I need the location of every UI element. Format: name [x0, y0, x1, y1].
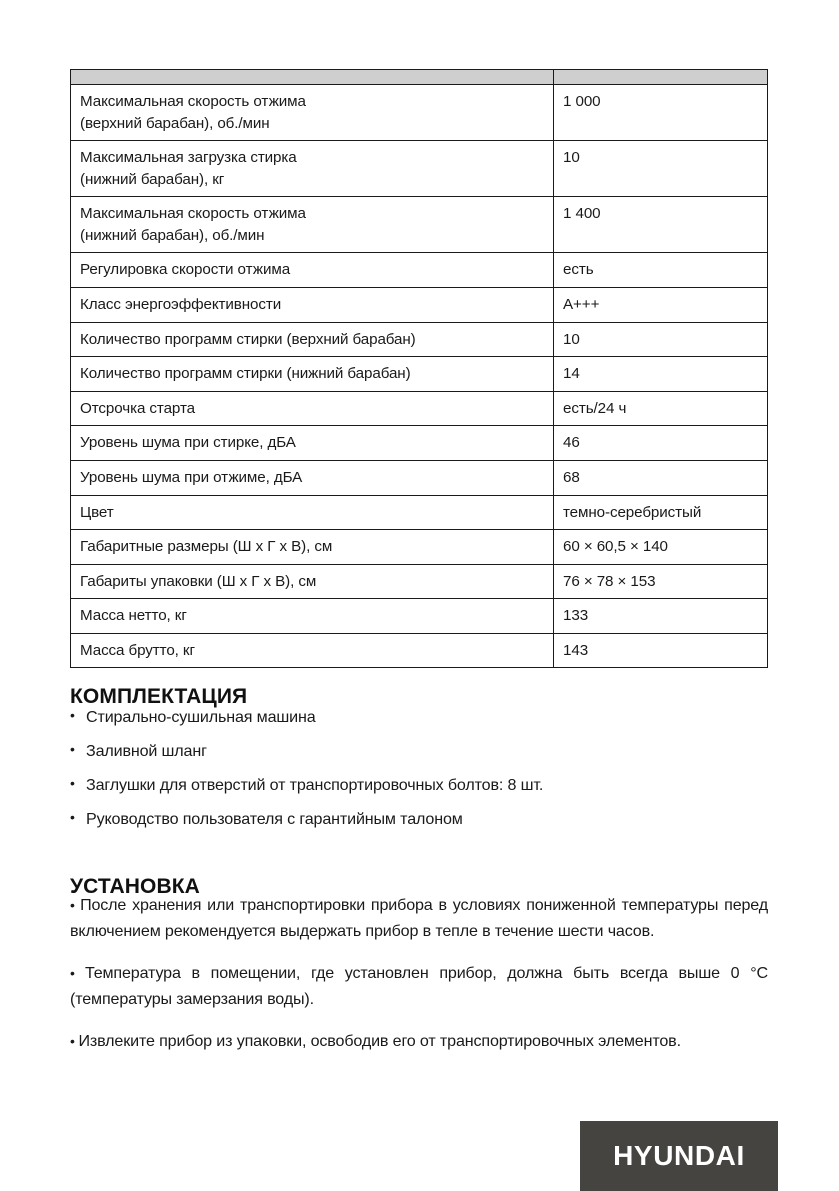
- table-row: [71, 197, 768, 253]
- specifications-table: [70, 69, 768, 668]
- table-cell-value: 143: [554, 633, 768, 668]
- table-cell-label: Отсрочка старта: [71, 391, 554, 426]
- table-row: [71, 599, 768, 634]
- table-cell-value: 10: [554, 322, 768, 357]
- table-cell-label: Регулировка скорости отжима: [71, 253, 554, 288]
- table-header-cell-value: [554, 70, 768, 85]
- table-row: [71, 288, 768, 323]
- table-cell-label: Максимальная скорость отжима (верхний барабан), об./мин: [71, 85, 554, 141]
- table-cell-value: 68: [554, 460, 768, 495]
- table-cell-label: Габаритные размеры (Ш x Г х В), см: [71, 530, 554, 565]
- table-cell-label: Класс энергоэффективности: [71, 288, 554, 323]
- table-cell-label: Масса брутто, кг: [71, 633, 554, 668]
- table-cell-label-line2: (нижний барабан), кг: [80, 170, 225, 188]
- list-item: • Руководство пользователя с гарантийным талоном: [70, 811, 770, 827]
- hyundai-logo-text: HYUNDAI: [613, 1140, 745, 1171]
- table-cell-label: Цвет: [71, 495, 554, 530]
- table-row: [71, 85, 768, 141]
- table-row: [71, 495, 768, 530]
- paragraph: • Извлеките прибор из упаковки, освободив его от транспортировочных элементов.: [70, 1029, 768, 1055]
- table-row: [71, 253, 768, 288]
- table-cell-label: Количество программ стирки (нижний барабан): [71, 357, 554, 392]
- table-row: [71, 426, 768, 461]
- hyundai-logo: [580, 1121, 778, 1191]
- table-cell-label: Масса нетто, кг: [71, 599, 554, 634]
- table-header-row: [71, 70, 768, 85]
- table-cell-value: 46: [554, 426, 768, 461]
- table-row: [71, 460, 768, 495]
- list-item: • Заглушки для отверстий от транспортировочных болтов: 8 шт.: [70, 777, 770, 793]
- table-cell-label: Максимальная загрузка стирка (нижний барабан), кг: [71, 141, 554, 197]
- table-header-cell-label: [71, 70, 554, 85]
- table-cell-value: 14: [554, 357, 768, 392]
- table-header: [71, 70, 768, 85]
- table-row: [71, 633, 768, 668]
- table-row: [71, 564, 768, 599]
- table-cell-value: 1 400: [554, 197, 768, 253]
- table-cell-value: темно-серебристый: [554, 495, 768, 530]
- section-heading-komplektaciya: КОМПЛЕКТАЦИЯ: [70, 685, 248, 709]
- table-cell-value: 76 × 78 × 153: [554, 564, 768, 599]
- list-item: • Заливной шланг: [70, 743, 770, 759]
- paragraph: • После хранения или транспортировки прибора в условиях пониженной температуры перед включением рекомендуется выдержать прибор в тепле в течение шести часов.: [70, 893, 768, 944]
- table-cell-value: 133: [554, 599, 768, 634]
- paragraph: • Температура в помещении, где установлен прибор, должна быть всегда выше 0 °C (температуры замерзания воды).: [70, 961, 768, 1012]
- table-body: [71, 85, 768, 668]
- table-cell-label: Уровень шума при стирке, дБА: [71, 426, 554, 461]
- table-row: [71, 322, 768, 357]
- table-cell-value: есть/24 ч: [554, 391, 768, 426]
- section-heading-ustanovka: УСТАНОВКА: [70, 875, 200, 899]
- table-cell-value: есть: [554, 253, 768, 288]
- table-cell-label: Максимальная скорость отжима (нижний барабан), об./мин: [71, 197, 554, 253]
- ustanovka-paragraphs: [70, 893, 768, 1055]
- table-cell-label: Количество программ стирки (верхний барабан): [71, 322, 554, 357]
- table-cell-label: Габариты упаковки (Ш x Г х В), см: [71, 564, 554, 599]
- komplektaciya-list: [70, 709, 770, 845]
- table-row: [71, 391, 768, 426]
- table-row: [71, 530, 768, 565]
- table-cell-value: 60 × 60,5 × 140: [554, 530, 768, 565]
- table-row: [71, 357, 768, 392]
- table-cell-label-line2: (нижний барабан), об./мин: [80, 226, 265, 244]
- table-cell-value: A+++: [554, 288, 768, 323]
- list-item: • Стирально-сушильная машина: [70, 709, 770, 725]
- table-cell-value: 10: [554, 141, 768, 197]
- table-row: [71, 141, 768, 197]
- table-cell-label: Уровень шума при отжиме, дБА: [71, 460, 554, 495]
- table-cell-value: 1 000: [554, 85, 768, 141]
- table-cell-label-line2: (верхний барабан), об./мин: [80, 114, 270, 132]
